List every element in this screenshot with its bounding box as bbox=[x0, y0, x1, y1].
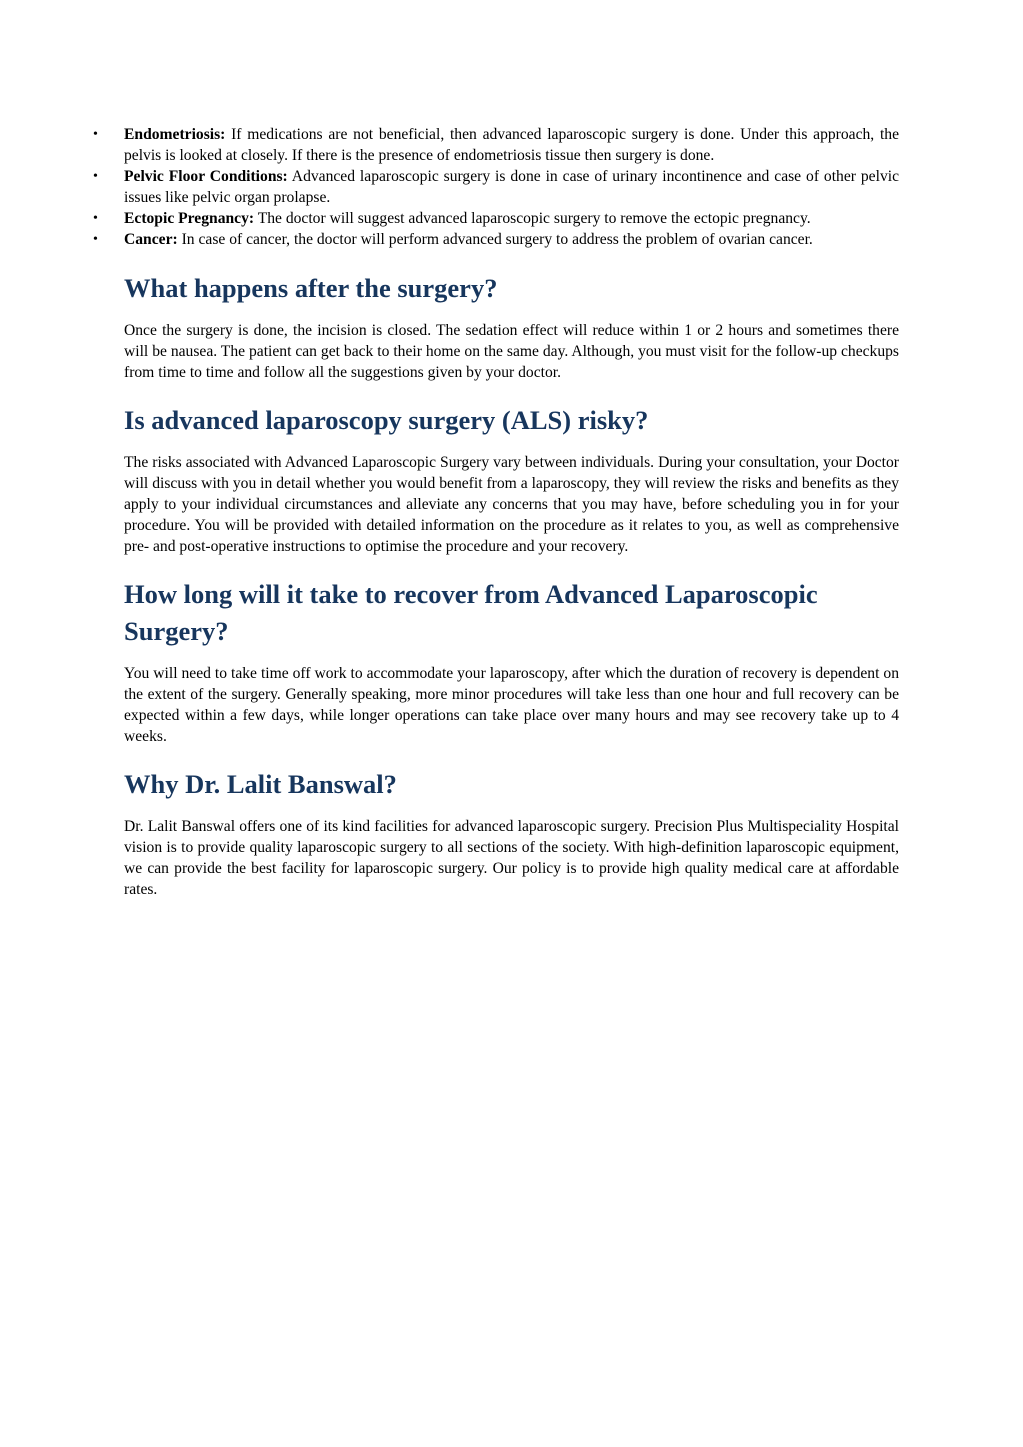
section-body-why-doctor: Dr. Lalit Banswal offers one of its kind facilities for advanced laparoscopic surgery. Precision Plus Multispeciality Hospital vision is to provide quality laparoscopic surgery to all sections of the society. With high-definition laparoscopic equipment, we can provide the best facility for laparoscopic surgery. Our policy is to provide high quality medical care at affordable rates. bbox=[124, 818, 899, 898]
section-body-after-surgery: Once the surgery is done, the incision is closed. The sedation effect will reduce within 1 or 2 hours and sometimes there will be nausea. The patient can get back to their home on the same day. Although, you must visit for the follow-up checkups from time to time and follow all the suggestions given by your doctor. bbox=[124, 322, 899, 381]
bullet-icon: • bbox=[93, 211, 98, 226]
list-item-text: Advanced laparoscopic surgery is done in case of urinary incontinence and case of other pelvic issues like pelvic organ prolapse. bbox=[124, 168, 899, 206]
list-item-text: The doctor will suggest advanced laparoscopic surgery to remove the ectopic pregnancy. bbox=[254, 210, 811, 227]
list-item-term: Cancer: bbox=[124, 231, 178, 248]
section-heading-recovery: How long will it take to recover from Advanced Laparoscopic Surgery? bbox=[124, 579, 818, 646]
section-body-recovery: You will need to take time off work to accommodate your laparoscopy, after which the duration of recovery is dependent on the extent of the surgery. Generally speaking, more minor procedures will take less than one hour and full recovery can be expected within a few days, while longer operations can take place over many hours and may see recovery take up to 4 weeks. bbox=[124, 665, 899, 745]
list-item bbox=[93, 124, 899, 166]
list-item-term: Pelvic Floor Conditions: bbox=[124, 168, 288, 185]
list-item bbox=[93, 166, 899, 208]
bullet-icon: • bbox=[93, 232, 98, 247]
list-item-term: Ectopic Pregnancy: bbox=[124, 210, 255, 227]
bullet-icon: • bbox=[93, 169, 98, 184]
section-body-risks: The risks associated with Advanced Laparoscopic Surgery vary between individuals. During your consultation, your Doctor will discuss with you in detail whether you would benefit from a laparoscopy, they will review the risks and benefits as they apply to your individual circumstances and alleviate any concerns that you may have, before scheduling you in for your procedure. You will be provided with detailed information on the procedure as it relates to you, as well as comprehensive pre- and post-operative instructions to optimise the procedure and your recovery. bbox=[124, 454, 899, 555]
section-heading-why-doctor: Why Dr. Lalit Banswal? bbox=[124, 769, 397, 799]
indications-list bbox=[93, 124, 899, 250]
list-item bbox=[93, 208, 899, 229]
section-heading-after-surgery: What happens after the surgery? bbox=[124, 273, 498, 303]
list-item-text: If medications are not beneficial, then advanced laparoscopic surgery is done. Under this approach, the pelvis is looked at closely. If there is the presence of endometriosis tissue then surgery is done. bbox=[124, 126, 899, 164]
list-item-text: In case of cancer, the doctor will perform advanced surgery to address the problem of ovarian cancer. bbox=[177, 231, 813, 248]
document-page bbox=[93, 124, 899, 900]
bullet-icon: • bbox=[93, 127, 98, 142]
list-item bbox=[93, 229, 899, 250]
list-item-term: Endometriosis: bbox=[124, 126, 226, 143]
section-heading-risks: Is advanced laparoscopy surgery (ALS) risky? bbox=[124, 405, 649, 435]
